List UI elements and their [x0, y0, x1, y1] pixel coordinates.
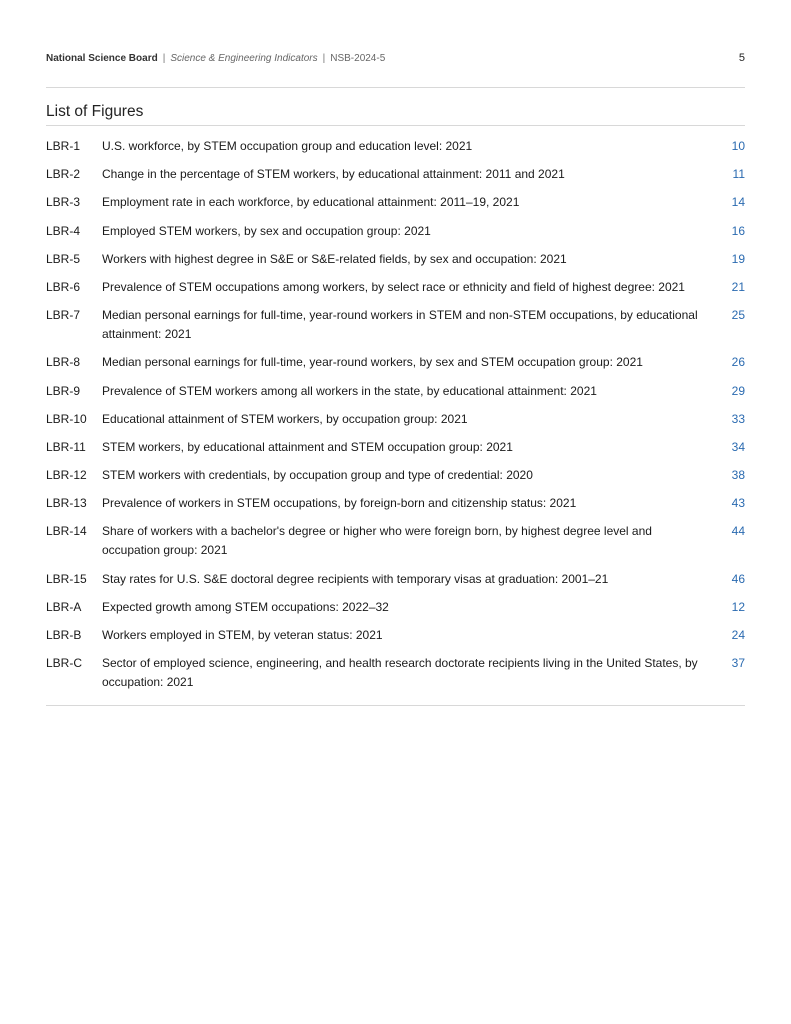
figure-entry[interactable] — [46, 278, 745, 297]
figure-page-link[interactable]: 33 — [731, 411, 745, 426]
figure-page-link[interactable]: 38 — [731, 468, 745, 483]
figure-entry[interactable] — [46, 137, 745, 156]
figure-id: LBR-15 — [46, 571, 87, 586]
header-org: National Science Board — [46, 52, 158, 64]
figure-title: Median personal earnings for full-time, year-round workers in STEM and non-STEM occupations, by educational attainment: 2021 — [102, 308, 698, 342]
figure-page-link[interactable]: 37 — [731, 656, 745, 671]
figure-page-link[interactable]: 21 — [731, 279, 745, 294]
header-code: NSB-2024-5 — [330, 52, 386, 64]
figure-title: Change in the percentage of STEM workers, by educational attainment: 2011 and 2021 — [102, 167, 565, 182]
figure-page-link[interactable]: 10 — [731, 139, 745, 153]
figure-entry[interactable] — [46, 165, 745, 184]
figure-id: LBR-14 — [46, 524, 87, 539]
figure-page-link[interactable]: 24 — [731, 628, 745, 642]
figure-id: LBR-8 — [46, 355, 81, 370]
figure-id: LBR-6 — [46, 279, 81, 294]
page-number: 5 — [738, 52, 745, 64]
figure-entry[interactable] — [46, 570, 745, 589]
figure-entry[interactable] — [46, 522, 745, 560]
figure-id: LBR-1 — [46, 139, 81, 153]
header-publication: Science & Engineering Indicators — [170, 52, 318, 64]
figure-page-link[interactable]: 46 — [731, 571, 745, 586]
figure-entry[interactable] — [46, 353, 745, 372]
figure-title: Workers employed in STEM, by veteran status: 2021 — [102, 628, 383, 642]
figure-title: Median personal earnings for full-time, year-round workers, by sex and STEM occupation group: 2021 — [102, 355, 643, 370]
figure-page-link[interactable]: 16 — [731, 223, 745, 238]
figure-entry[interactable] — [46, 193, 745, 212]
figure-id: LBR-3 — [46, 195, 81, 210]
figure-title: Expected growth among STEM occupations: 2022–32 — [102, 599, 389, 614]
figure-page-link[interactable]: 25 — [731, 308, 745, 323]
figure-title: Stay rates for U.S. S&E doctoral degree recipients with temporary visas at graduation: 2001–21 — [102, 571, 609, 586]
figure-page-link[interactable]: 43 — [731, 496, 745, 511]
section-title: List of Figures — [46, 103, 144, 120]
figure-id: LBR-10 — [46, 411, 87, 426]
figure-id: LBR-9 — [46, 383, 81, 398]
figure-page-link[interactable]: 44 — [731, 524, 745, 539]
figure-id: LBR-5 — [46, 251, 81, 266]
figure-title: Prevalence of workers in STEM occupations, by foreign-born and citizenship status: 2021 — [102, 496, 577, 511]
figure-title: Employment rate in each workforce, by educational attainment: 2011–19, 2021 — [102, 195, 520, 210]
figure-page-link[interactable]: 12 — [731, 599, 745, 614]
header-divider — [46, 87, 745, 88]
figure-id: LBR-C — [46, 656, 83, 671]
figure-entry[interactable] — [46, 438, 745, 457]
figure-title: Share of workers with a bachelor's degree or higher who were foreign born, by highest degree level and occupation group: 2021 — [102, 524, 652, 558]
figure-title: Workers with highest degree in S&E or S&E-related fields, by sex and occupation: 2021 — [102, 251, 567, 266]
figure-entry[interactable] — [46, 222, 745, 241]
figure-entry[interactable] — [46, 410, 745, 429]
figure-id: LBR-7 — [46, 308, 81, 323]
header-separator: | — [322, 52, 326, 64]
figure-page-link[interactable]: 34 — [731, 439, 745, 454]
figure-entry[interactable] — [46, 494, 745, 513]
figure-entry[interactable] — [46, 598, 745, 617]
footer-divider — [46, 705, 745, 706]
figure-page-link[interactable]: 26 — [731, 355, 745, 370]
figure-title: Sector of employed science, engineering, and health research doctorate recipients living in the United States, by occupation: 2021 — [102, 656, 698, 690]
figure-page-link[interactable]: 11 — [732, 167, 745, 182]
figure-id: LBR-A — [46, 599, 82, 614]
figure-page-link[interactable]: 19 — [731, 251, 745, 266]
figure-entry[interactable] — [46, 250, 745, 269]
figure-entry[interactable] — [46, 654, 745, 692]
figure-id: LBR-13 — [46, 496, 87, 511]
figure-title: Prevalence of STEM workers among all workers in the state, by educational attainment: 2021 — [102, 383, 597, 398]
figure-entry[interactable] — [46, 382, 745, 401]
figure-list — [46, 137, 745, 701]
figure-entry[interactable] — [46, 306, 745, 344]
figure-title: STEM workers, by educational attainment and STEM occupation group: 2021 — [102, 439, 513, 454]
figure-entry[interactable] — [46, 626, 745, 645]
figure-title: STEM workers with credentials, by occupation group and type of credential: 2020 — [102, 468, 533, 483]
figure-title: Prevalence of STEM occupations among workers, by select race or ethnicity and field of highest degree: 2021 — [102, 279, 685, 294]
page-header — [46, 50, 745, 66]
figure-id: LBR-11 — [46, 439, 86, 454]
title-divider — [46, 125, 745, 126]
figure-page-link[interactable]: 14 — [731, 195, 745, 210]
figure-title: U.S. workforce, by STEM occupation group and education level: 2021 — [102, 139, 473, 153]
figure-title: Educational attainment of STEM workers, by occupation group: 2021 — [102, 411, 468, 426]
figure-id: LBR-B — [46, 628, 82, 642]
figure-id: LBR-4 — [46, 223, 81, 238]
figure-id: LBR-12 — [46, 468, 87, 483]
figure-id: LBR-2 — [46, 167, 81, 182]
figure-title: Employed STEM workers, by sex and occupation group: 2021 — [102, 223, 431, 238]
figure-page-link[interactable]: 29 — [731, 383, 745, 398]
figure-entry[interactable] — [46, 466, 745, 485]
header-separator: | — [162, 52, 166, 64]
